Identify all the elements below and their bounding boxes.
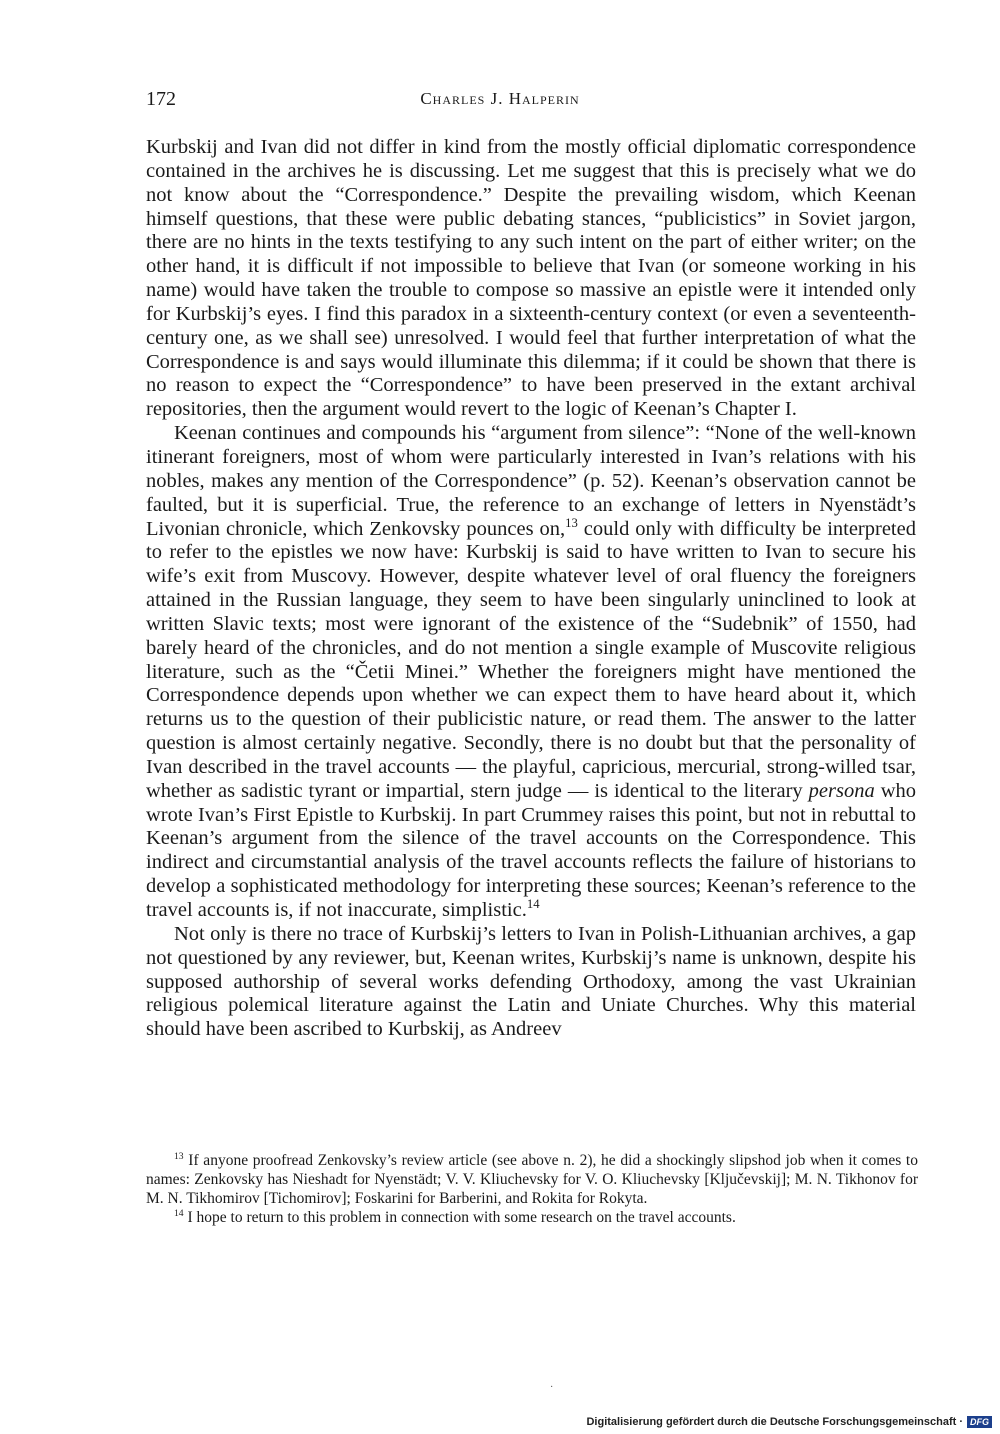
footnote-ref-14: 14	[526, 897, 540, 912]
footnote-marker: 13	[174, 1150, 184, 1162]
paragraph-3: Not only is there no trace of Kurbskij’s letters to Ivan in Polish-Lithuanian archives, a gap not questioned by any reviewer, but, Keenan writes, Kurbskij’s name is unknown, despite his supposed authorship of several works defending Orthodoxy, among the vast Ukrainian religious polemical literature against the Latin and Uniate Churches. Why this material should have been ascribed to Kurbskij, as Andreev	[146, 922, 916, 1041]
footnote-13	[146, 1151, 918, 1208]
paragraph-2	[146, 422, 916, 923]
stray-mark: ·	[550, 1382, 554, 1393]
footnotes	[146, 1151, 918, 1227]
paragraph-2-part-c: who wrote Ivan’s First Epistle to Kurbskij. In part Crummey raises this point, but not in rebuttal to Keenan’s argument from the silence of the travel accounts on the Correspondence. This indirect and circumstantial analysis of the travel accounts reflects the failure of historians to develop a sophisticated methodology for interpreting these sources; Keenan’s reference to the travel accounts is, if not inaccurate, simplistic.	[146, 779, 917, 921]
paragraph-2-part-a: Keenan continues and compounds his “argument from silence”: “None of the well-known itinerant foreigners, most of whom were particularly interested in Ivan’s relations with his nobles, makes any mention of the Correspondence” (p. 52). Keenan’s observation cannot be faulted, but it is superficial. True, the reference to an exchange of letters in Nyenstädt’s Livonian chronicle, which Zenkovsky pounces on,	[146, 422, 916, 540]
dfg-logo: DFG	[967, 1416, 992, 1428]
running-head: Charles J. Halperin	[420, 89, 580, 108]
paragraph-2-part-b: could only with difficulty be interpreted to refer to the epistles we now have: Kurbskij is said to have written to Ivan to secure his wife’s exit from Muscovy. However, despite whatever level of oral fluency the foreigners attained in the Russian language, they seem to have been singularly uninclined to look at written Slavic texts; most were ignorant of the existence of the “Sudebnik” of 1550, had barely heard of the chronicles, and do not mention a single example of Muscovite religious literature, such as the “Četii Minei.” Whether the foreigners might have mentioned the Correspondence depends upon whether we can expect them to have heard about it, which returns us to the question of their publicistic nature, or read them. The answer to the latter question is almost certainly negative. Secondly, there is no doubt but that the personality of Ivan described in the travel accounts — the playful, capricious, mercurial, strong-willed tsar, whether as sadistic tyrant or impartial, stern judge — is identical to the literary	[146, 517, 916, 802]
footnote-14	[146, 1208, 918, 1227]
paragraph-1: Kurbskij and Ivan did not differ in kind from the mostly official diplomatic correspondence contained in the archives he is discussing. Let me suggest that this is precisely what we do not know about the “Correspondence.” Despite the prevailing wisdom, which Keenan himself questions, that these were public debating stances, “publicistics” in Soviet jargon, there are no hints in the texts testifying to any such intent on the part of either writer; on the other hand, it is difficult if not impossible to believe that Ivan (or someone working in his name) would have taken the trouble to compose so massive an epistle were it intended only for Kurbskij’s eyes. I find this paradox in a sixteenth-century context (or even a seventeenth-century one, as we shall see) unresolved. I would feel that further interpretation of what the Correspondence is and says would illuminate this dilemma; if it could be shown that there is no reason to expect the “Correspondence” to have been preserved in the extant archival repositories, then the argument would revert to the logic of Keenan’s Chapter I.	[146, 136, 916, 421]
footnote-text: If anyone proofread Zenkovsky’s review article (see above n. 2), he did a shockingly slipshod job when it comes to names: Zenkovsky has Nieshadt for Nyenstädt; V. V. Kliuchevsky for V. O. Kliuchevsky [Ključevskij]; M. N. Tikhonov for M. N. Tikhomirov [Tichomirov]; Foskarini for Barberini, and Rokita for Rokyta.	[146, 1152, 918, 1207]
page-number: 172	[146, 88, 176, 110]
credit-text: Digitalisierung gefördert durch die Deutsche Forschungsgemeinschaft ·	[586, 1416, 963, 1428]
footnote-text: I hope to return to this problem in connection with some research on the travel accounts.	[183, 1209, 736, 1226]
digitization-credit	[586, 1416, 992, 1428]
body-text	[146, 136, 916, 1042]
footnote-marker: 14	[174, 1207, 184, 1219]
footnote-ref-13: 13	[565, 515, 578, 530]
persona-term: persona	[808, 779, 875, 802]
